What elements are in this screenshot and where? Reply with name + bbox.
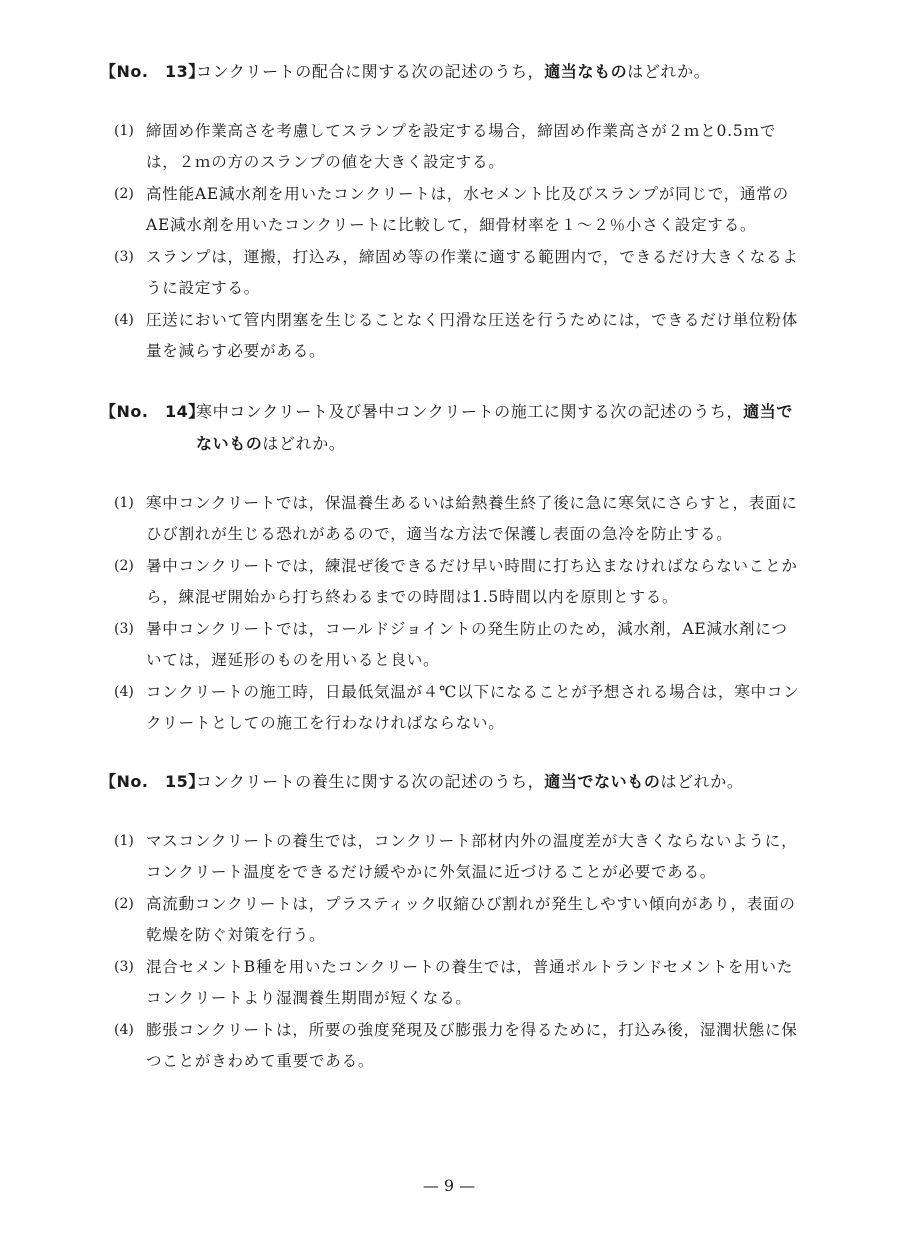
choice-list [100, 826, 800, 1077]
choice-item[interactable] [100, 677, 800, 739]
question-number: 【No. 13】 [100, 62, 205, 81]
question-number: 【No. 14】 [100, 402, 205, 421]
choice-number: (4) [114, 684, 134, 700]
question-header [100, 766, 800, 798]
choice-item[interactable] [100, 488, 800, 550]
choice-item[interactable] [100, 889, 800, 951]
choice-number: (4) [114, 1022, 134, 1038]
choice-list [100, 116, 800, 367]
choice-text: 締固め作業高さを考慮してスランプを設定する場合，締固め作業高さが２ｍと0.5ｍでは，２ｍの方のスランプの値を大きく設定する。 [146, 122, 777, 171]
choice-number: (4) [114, 312, 134, 328]
choice-text: コンクリートの施工時，日最低気温が４℃以下になることが予想される場合は，寒中コンクリートとしての施工を行わなければならない。 [146, 683, 800, 732]
choice-number: (3) [114, 959, 134, 975]
question-header [100, 396, 800, 460]
choice-item[interactable] [100, 179, 800, 241]
choice-number: (1) [114, 495, 134, 511]
choice-item[interactable] [100, 242, 800, 304]
choice-item[interactable] [100, 614, 800, 676]
question-14 [100, 396, 800, 740]
question-prompt: 寒中コンクリート及び暑中コンクリートの施工に関する次の記述のうち，適当でないものはどれか。 [196, 402, 793, 453]
question-emphasis: 適当でないもの [196, 402, 793, 453]
choice-text: 高性能AE減水剤を用いたコンクリートは，水セメント比及びスランプが同じで，通常のAE減水剤を用いたコンクリートに比較して，細骨材率を１～２％小さく設定する。 [146, 185, 789, 234]
choice-item[interactable] [100, 952, 800, 1014]
question-number: 【No. 15】 [100, 772, 205, 791]
choice-text: スランプは，運搬，打込み，締固め等の作業に適する範囲内で，できるだけ大きくなるように設定する。 [146, 248, 799, 297]
question-emphasis: 適当なもの [544, 62, 628, 81]
choice-text: 高流動コンクリートは，プラスティック収縮ひび割れが発生しやすい傾向があり，表面の乾燥を防ぐ対策を行う。 [146, 895, 796, 944]
choice-number: (2) [114, 186, 134, 202]
choice-text: 圧送において管内閉塞を生じることなく円滑な圧送を行うためには，できるだけ単位粉体量を減らす必要がある。 [146, 311, 799, 360]
choice-item[interactable] [100, 116, 800, 178]
choice-number: (3) [114, 249, 134, 265]
choice-text: 膨張コンクリートは，所要の強度発現及び膨張力を得るために，打込み後，湿潤状態に保つことがきわめて重要である。 [146, 1021, 798, 1070]
choice-text: 混合セメントB種を用いたコンクリートの養生では，普通ポルトランドセメントを用いたコンクリートより湿潤養生期間が短くなる。 [146, 958, 794, 1007]
choice-item[interactable] [100, 551, 800, 613]
choice-item[interactable] [100, 1015, 800, 1077]
choice-list [100, 488, 800, 739]
choice-number: (3) [114, 621, 134, 637]
question-prompt: コンクリートの配合に関する次の記述のうち，適当なものはどれか。 [196, 62, 711, 81]
question-prompt: コンクリートの養生に関する次の記述のうち，適当でないものはどれか。 [196, 772, 744, 791]
page-number: — 9 — [422, 1176, 476, 1195]
question-header [100, 56, 800, 88]
choice-text: マスコンクリートの養生では，コンクリート部材内外の温度差が大きくならないように，コンクリート温度をできるだけ緩やかに外気温に近づけることが必要である。 [146, 832, 798, 881]
choice-text: 暑中コンクリートでは，練混ぜ後できるだけ早い時間に打ち込まなければならないことから，練混ぜ開始から打ち終わるまでの時間は1.5時間以内を原則とする。 [146, 557, 798, 606]
choice-text: 暑中コンクリートでは，コールドジョイントの発生防止のため，減水剤，AE減水剤については，遅延形のものを用いると良い。 [146, 620, 788, 669]
choice-item[interactable] [100, 826, 800, 888]
question-13 [100, 56, 800, 368]
choice-number: (1) [114, 123, 134, 139]
choice-number: (2) [114, 896, 134, 912]
choice-number: (1) [114, 833, 134, 849]
question-emphasis: 適当でないもの [544, 772, 661, 791]
choice-item[interactable] [100, 305, 800, 367]
choice-number: (2) [114, 558, 134, 574]
choice-text: 寒中コンクリートでは，保温養生あるいは給熱養生終了後に急に寒気にさらすと，表面にひび割れが生じる恐れがあるので，適当な方法で保護し表面の急冷を防止する。 [146, 494, 798, 543]
question-15 [100, 766, 800, 1078]
